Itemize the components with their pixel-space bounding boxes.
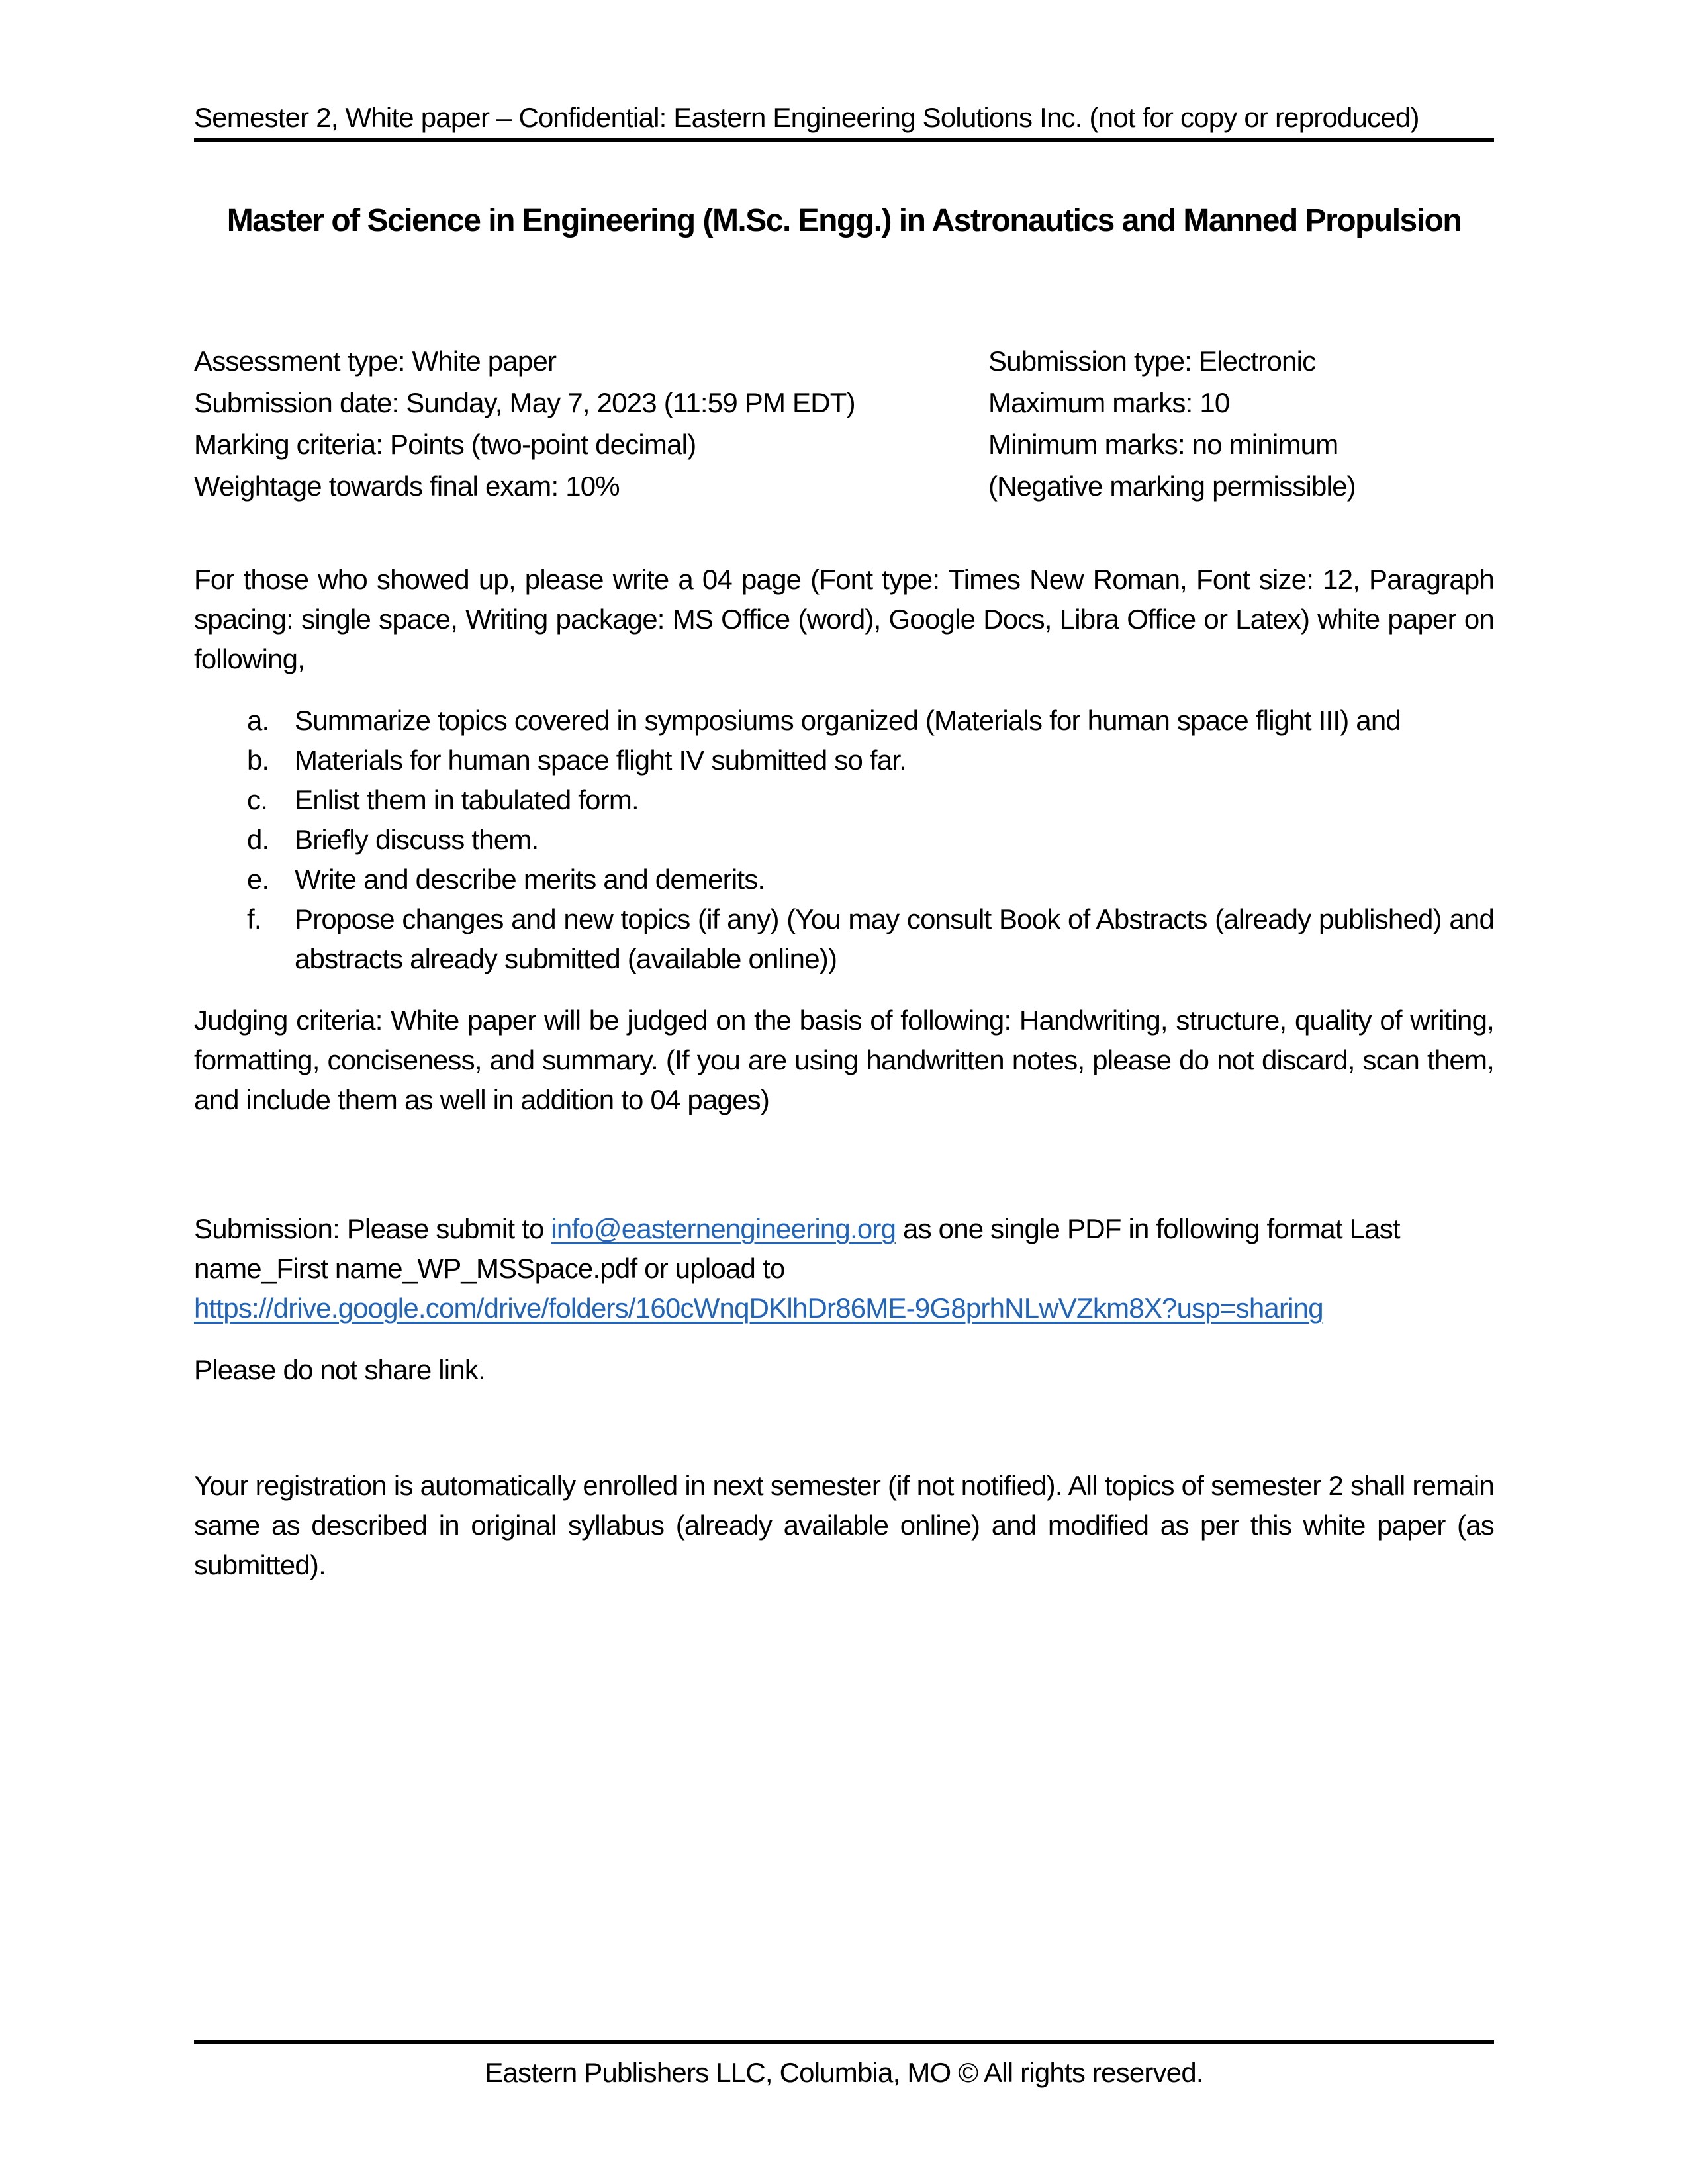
list-item-text: Summarize topics covered in symposiums organized (Materials for human space flight III) and bbox=[295, 705, 1401, 736]
list-item-label: e. bbox=[247, 864, 269, 895]
footer-text: Eastern Publishers LLC, Columbia, MO © All rights reserved. bbox=[485, 2057, 1203, 2088]
assessment-info-block bbox=[194, 340, 1494, 507]
list-item-label: f. bbox=[247, 903, 261, 934]
info-line-maximum-marks: Maximum marks: 10 bbox=[988, 387, 1230, 418]
intro-paragraph: For those who showed up, please write a 04 page (Font type: Times New Roman, Font size: 12, Paragraph spacing: single space, Writing package: MS Office (word), Google Docs, Libra Office or Latex) white paper on following, bbox=[194, 564, 1494, 674]
info-line-negative-marking: (Negative marking permissible) bbox=[988, 471, 1356, 502]
document-title: Master of Science in Engineering (M.Sc. Engg.) in Astronautics and Manned Propulsion bbox=[226, 203, 1462, 238]
requirements-list bbox=[194, 701, 1494, 979]
page-header bbox=[194, 101, 1494, 142]
info-line-submission-date: Submission date: Sunday, May 7, 2023 (11:59 PM EDT) bbox=[194, 387, 855, 418]
list-item bbox=[194, 741, 1494, 780]
list-item-label: c. bbox=[247, 784, 268, 815]
page-footer bbox=[194, 2040, 1494, 2093]
info-line-minimum-marks: Minimum marks: no minimum bbox=[988, 429, 1338, 460]
list-item-text: Enlist them in tabulated form. bbox=[295, 784, 639, 815]
list-item-label: b. bbox=[247, 745, 269, 776]
info-left-column bbox=[194, 340, 988, 507]
list-item-text: Briefly discuss them. bbox=[295, 824, 539, 855]
list-item-label: d. bbox=[247, 824, 269, 855]
email-link[interactable]: info@easternengineering.org bbox=[551, 1213, 896, 1244]
list-item bbox=[194, 820, 1494, 860]
list-item-text: Materials for human space flight IV submitted so far. bbox=[295, 745, 907, 776]
header-text: Semester 2, White paper – Confidential: Eastern Engineering Solutions Inc. (not for copy or reproduced) bbox=[194, 102, 1419, 133]
share-note: Please do not share link. bbox=[194, 1354, 485, 1385]
info-line-submission-type: Submission type: Electronic bbox=[988, 345, 1316, 377]
list-item bbox=[194, 860, 1494, 899]
list-item bbox=[194, 701, 1494, 741]
list-item-text: Propose changes and new topics (if any) (You may consult Book of Abstracts (already published) and abstracts already submitted (available online)) bbox=[295, 903, 1494, 974]
list-item-label: a. bbox=[247, 705, 269, 736]
info-right-column bbox=[988, 340, 1494, 507]
list-item-text: Write and describe merits and demerits. bbox=[295, 864, 765, 895]
info-line-weightage: Weightage towards final exam: 10% bbox=[194, 471, 620, 502]
info-line-assessment-type: Assessment type: White paper bbox=[194, 345, 557, 377]
list-item bbox=[194, 899, 1494, 979]
submission-text-before-email: Submission: Please submit to bbox=[194, 1213, 551, 1244]
drive-folder-link[interactable]: https://drive.google.com/drive/folders/160cWnqDKlhDr86ME-9G8prhNLwVZkm8X?usp=sharing bbox=[194, 1293, 1323, 1324]
list-item bbox=[194, 780, 1494, 820]
judging-criteria-paragraph: Judging criteria: White paper will be judged on the basis of following: Handwriting, structure, quality of writing, formatting, conciseness, and summary. (If you are using handwritten notes, please do not discard, scan them, and include them as well in addition to 04 pages) bbox=[194, 1005, 1494, 1115]
info-line-marking-criteria: Marking criteria: Points (two-point decimal) bbox=[194, 429, 696, 460]
closing-paragraph: Your registration is automatically enrolled in next semester (if not notified). All topics of semester 2 shall remain same as described in original syllabus (already available online) and modified as per this white paper (as submitted). bbox=[194, 1470, 1494, 1580]
submission-text-after-email: as one single PDF in following format Last name_First name_WP_MSSpace.pdf or upload to bbox=[194, 1213, 1400, 1284]
submission-paragraph bbox=[194, 1209, 1494, 1328]
